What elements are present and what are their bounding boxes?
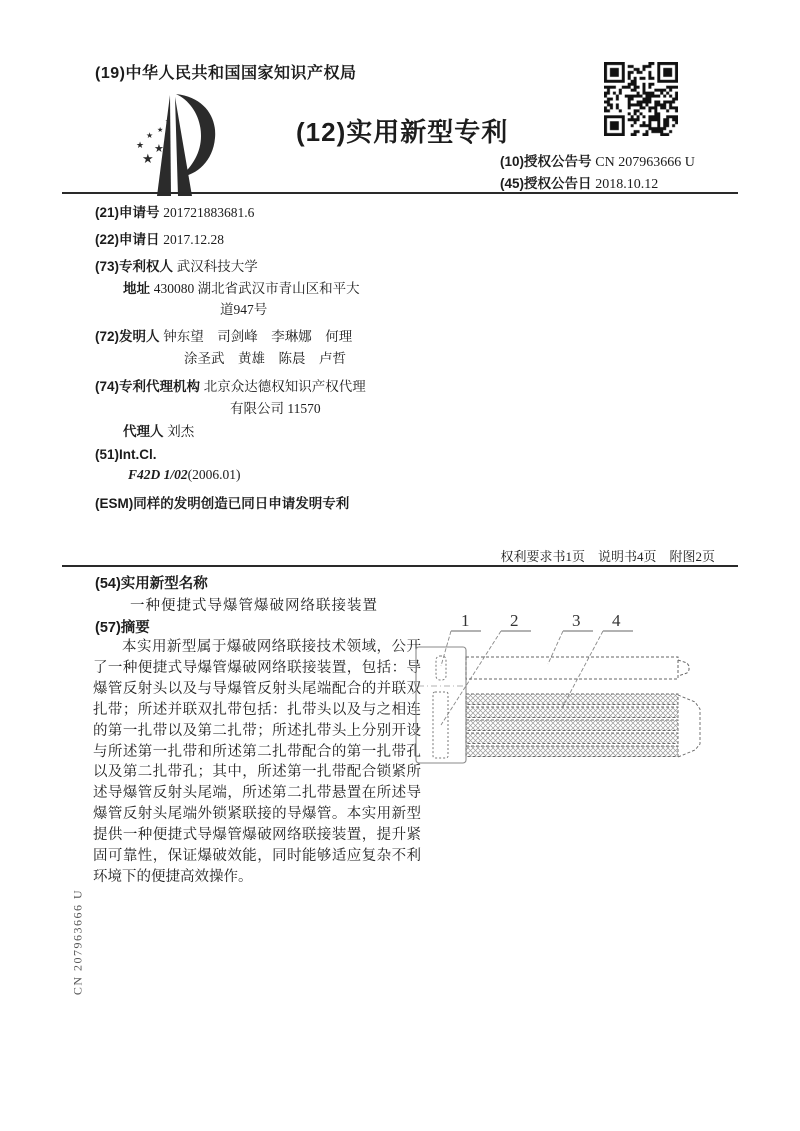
pages-info: 权利要求书1页 说明书4页 附图2页 xyxy=(500,549,715,564)
application-date-label: (22)申请日 xyxy=(95,232,160,247)
abstract-section-label: (57)摘要 xyxy=(95,620,150,636)
intcl-class: F42D 1/02 xyxy=(128,467,188,482)
agency-name: 北京众达德权知识产权代理 xyxy=(203,379,366,394)
inventors-row xyxy=(95,325,352,345)
inventors-line1: 钟东望 司剑峰 李琳娜 何理 xyxy=(163,329,353,344)
logo-star: ★ xyxy=(165,119,171,125)
cnipa-logo xyxy=(128,88,238,200)
intcl-label: (51)Int.Cl. xyxy=(95,447,157,462)
body-divider xyxy=(62,565,738,567)
publication-number-line xyxy=(500,150,695,171)
inventors-row-2 xyxy=(184,347,346,367)
address-row xyxy=(123,277,360,297)
intcl-value-row xyxy=(128,467,241,483)
publication-date-label: (45)授权公告日 xyxy=(500,176,592,191)
agent-label: 代理人 xyxy=(123,424,164,439)
address-label: 地址 xyxy=(123,281,150,296)
intcl-version: (2006.01) xyxy=(187,467,241,482)
agent-name: 刘杰 xyxy=(167,424,195,439)
patentee-row xyxy=(95,255,258,275)
intcl-row xyxy=(95,447,157,462)
agency-row xyxy=(95,375,366,395)
figure-label-2: 2 xyxy=(510,611,519,630)
publication-date-line xyxy=(500,172,658,193)
publication-number-label: (10)授权公告号 xyxy=(500,154,592,169)
agent-row xyxy=(123,420,194,440)
figure-label-3: 3 xyxy=(572,611,581,630)
logo-star: ★ xyxy=(136,140,145,150)
agency-row-2 xyxy=(230,397,321,417)
address-line2: 道947号 xyxy=(220,302,268,317)
patent-figure xyxy=(408,598,708,813)
header-divider xyxy=(62,192,738,194)
application-number-value: 201721883681.6 xyxy=(163,205,255,220)
figure-label-1: 1 xyxy=(461,611,470,630)
inventors-line2: 涂圣武 黄雄 陈晨 卢哲 xyxy=(184,351,346,366)
patentee-value: 武汉科技大学 xyxy=(176,259,258,274)
agency-name2: 有限公司 11570 xyxy=(230,401,321,416)
utility-model-title: 一种便捷式导爆管爆破网络联接装置 xyxy=(130,598,378,614)
logo-star: ★ xyxy=(146,131,154,140)
abstract-text: 本实用新型属于爆破网络联接技术领域，公开了一种便捷式导爆管爆破网络联接装置，包括：导爆管反射头以及与导爆管反射头尾端配合的并联双扎带；所述并联双扎带包括：扎带头以及与之相连的第一扎带以及第二扎带；所述扎带头上分别开设与所述第一扎带和所述第二扎带配合的第一扎带孔以及第二扎带孔；其中，所述第一扎带配合锁紧所述导爆管反射头尾端，所述第二扎带悬置在所述导爆管反射头尾端外锁紧联接的导爆管。本实用新型提供一种便捷式导爆管爆破网络联接装置，提升紧固可靠性，保证爆破效能，同时能够适应复杂不利环境下的便捷高效操作。 xyxy=(93,639,421,885)
publication-date-value: 2018.10.12 xyxy=(595,177,659,192)
logo-star: ★ xyxy=(154,143,164,155)
document-type-title: (12)实用新型专利 xyxy=(296,117,509,147)
title-section-label: (54)实用新型名称 xyxy=(95,576,208,592)
esm-note-row xyxy=(95,492,349,512)
address-row-2 xyxy=(220,298,267,318)
figure-label-4: 4 xyxy=(612,611,621,630)
esm-note: (ESM)同样的发明创造已同日申请发明专利 xyxy=(95,496,350,511)
logo-star: ★ xyxy=(142,151,154,166)
qr-code xyxy=(604,62,678,136)
inventors-label: (72)发明人 xyxy=(95,329,160,344)
agency-label: (74)专利代理机构 xyxy=(95,379,201,394)
publication-number-value: CN 207963666 U xyxy=(595,155,695,170)
application-number-label: (21)申请号 xyxy=(95,205,160,220)
sidebar-document-code: CN 207963666 U xyxy=(70,888,85,996)
application-date-row xyxy=(95,228,224,248)
logo-star: ★ xyxy=(157,127,164,134)
patent-office-name: (19)中华人民共和国国家知识产权局 xyxy=(95,65,357,82)
address-line1: 430080 湖北省武汉市青山区和平大 xyxy=(153,281,360,296)
application-date-value: 2017.12.28 xyxy=(163,232,225,247)
application-number-row xyxy=(95,201,254,221)
patentee-label: (73)专利权人 xyxy=(95,259,174,274)
